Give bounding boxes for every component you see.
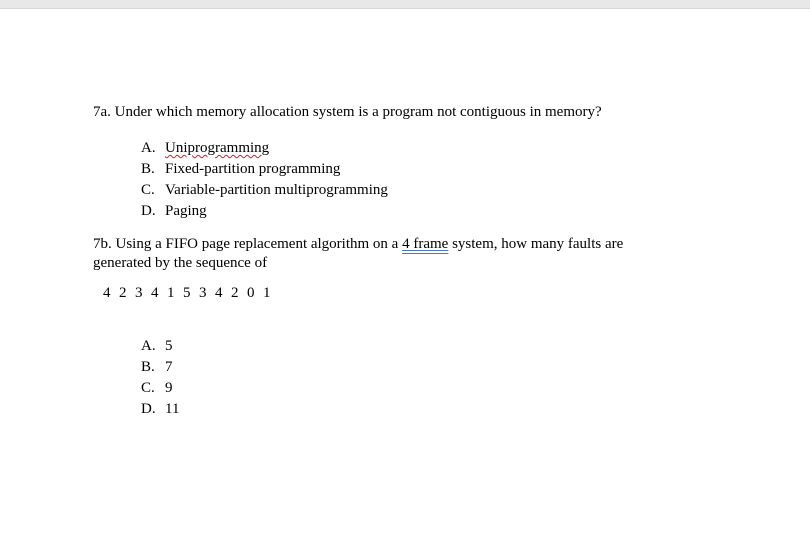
option-text: 9 [165,380,173,396]
option-text: Paging [165,203,207,219]
sequence-item: 0 [247,285,255,301]
sequence-item: 5 [183,285,191,301]
option-7a-c [141,180,388,201]
sequence-item: 2 [119,285,127,301]
sequence-item: 1 [263,285,271,301]
option-letter: D. [141,203,156,219]
option-7b-b [141,357,179,378]
option-letter: B. [141,359,155,375]
option-letter: A. [141,338,156,354]
sequence-item: 3 [199,285,207,301]
reference-sequence [103,283,279,303]
option-text: Variable-partition multiprogramming [165,182,388,198]
question-7b-text-end: system, how many faults are generated by the sequence of [93,236,624,271]
option-7a-a [141,138,388,159]
question-7b-text-start: 7b. Using a FIFO page replacement algorithm on a [93,236,403,252]
option-letter: B. [141,161,155,177]
sequence-item: 3 [135,285,143,301]
option-text-spellcheck: Uniprogramming [165,140,270,156]
option-text: Fixed-partition programming [165,161,341,177]
option-letter: C. [141,380,155,396]
option-text: 5 [165,338,173,354]
option-7a-b [141,159,388,180]
question-7b-options [141,336,179,420]
sequence-item: 4 [215,285,223,301]
sequence-item: 1 [167,285,175,301]
option-7b-d [141,399,179,420]
option-7b-c [141,378,179,399]
question-7a-text: 7a. Under which memory allocation system is a program not contiguous in memory? [93,104,602,120]
option-7b-a [141,336,179,357]
window-top-strip [0,0,810,9]
question-7b [93,235,683,273]
option-7a-d [141,201,388,222]
option-letter: D. [141,401,156,417]
option-text: 11 [165,401,180,417]
question-7a [93,103,683,122]
sequence-item: 4 [103,285,111,301]
sequence-item: 2 [231,285,239,301]
sequence-item: 4 [151,285,159,301]
option-letter: C. [141,182,155,198]
grammar-flagged-phrase[interactable]: 4 frame [402,236,449,252]
question-7a-options [141,138,388,222]
option-letter: A. [141,140,156,156]
option-text: 7 [165,359,173,375]
